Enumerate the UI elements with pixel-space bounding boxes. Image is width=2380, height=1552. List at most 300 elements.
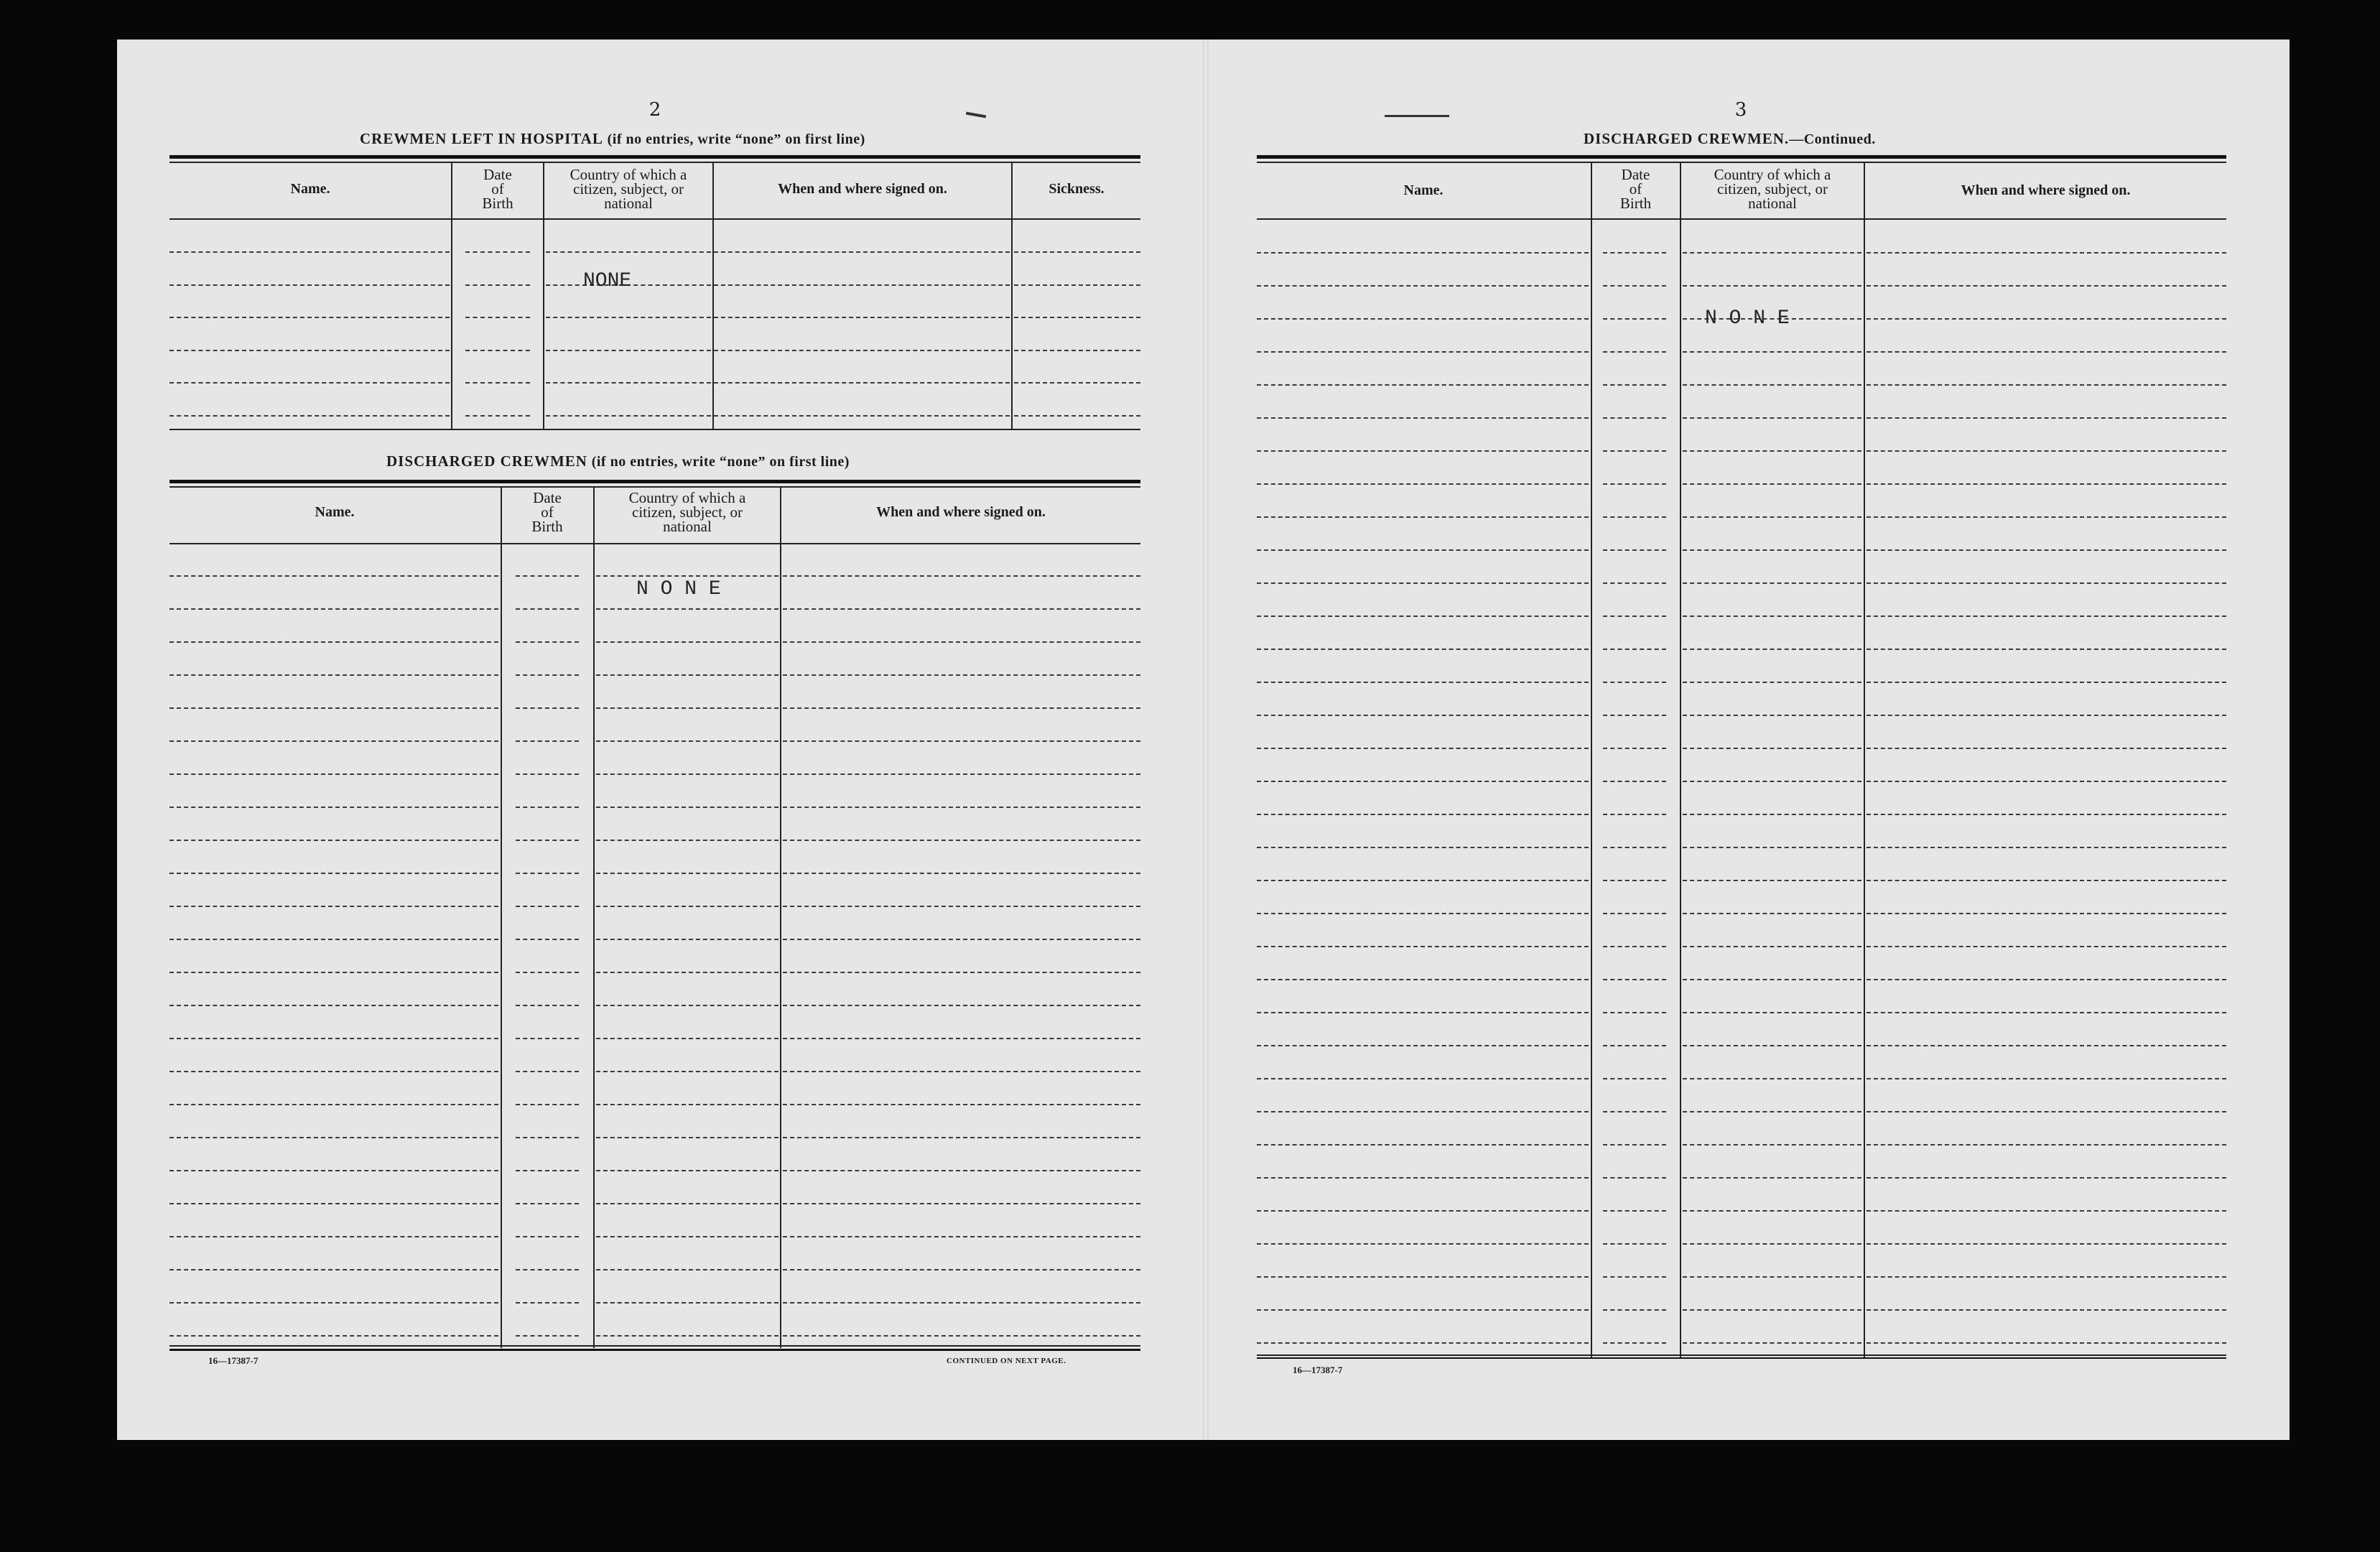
entry-line — [1683, 252, 1861, 254]
entry-line — [1683, 913, 1861, 914]
entry-line — [1257, 1012, 1589, 1013]
entry-line — [169, 873, 498, 874]
entry-line — [1867, 549, 2226, 551]
col-date-of-birth: Date of Birth — [482, 166, 513, 212]
entry-line — [1603, 1045, 1666, 1046]
entry-line — [516, 608, 579, 610]
entry-line — [1867, 1045, 2226, 1046]
entry-line — [1867, 252, 2226, 254]
entry-line — [516, 707, 579, 709]
entry-line — [516, 1203, 579, 1204]
entry-line — [1867, 781, 2226, 782]
entry-line — [516, 1236, 579, 1237]
entry-line — [1603, 1012, 1666, 1013]
entry-line — [169, 284, 450, 286]
entry-line — [1867, 847, 2226, 848]
entry-line — [169, 906, 498, 907]
entry-line — [1257, 682, 1589, 683]
entry-line — [169, 1236, 498, 1237]
entry-line — [516, 1137, 579, 1138]
entry-line — [1683, 1309, 1861, 1311]
entry-line — [783, 873, 1140, 874]
entry-line — [783, 1269, 1140, 1270]
entry-line — [1603, 847, 1666, 848]
col-name: Name. — [290, 181, 330, 197]
entry-line — [1683, 549, 1861, 551]
entry-line — [783, 1038, 1140, 1039]
entry-line — [1683, 1342, 1861, 1344]
discharged-none-entry: N O N E — [636, 578, 721, 600]
entry-line — [169, 575, 498, 577]
right-divider — [1591, 162, 1592, 1357]
entry-line — [714, 317, 1010, 318]
entry-line — [1603, 814, 1666, 815]
entry-line — [783, 1104, 1140, 1105]
entry-line — [1867, 682, 2226, 683]
col-country: Country of which a citizen, subject, or national — [570, 166, 687, 212]
entry-line — [516, 575, 579, 577]
entry-line — [169, 773, 498, 775]
entry-line — [1603, 649, 1666, 650]
entry-line — [1257, 1111, 1589, 1112]
entry-line — [465, 382, 530, 384]
entry-line — [1603, 450, 1666, 452]
entry-line — [1257, 615, 1589, 617]
continued-note: CONTINUED ON NEXT PAGE. — [947, 1357, 1066, 1365]
entry-line — [516, 740, 579, 742]
entry-line — [169, 1005, 498, 1006]
entry-line — [1257, 516, 1589, 518]
entry-line — [1257, 1309, 1589, 1311]
entry-line — [169, 382, 450, 384]
entry-line — [1603, 1309, 1666, 1311]
entry-line — [1603, 979, 1666, 980]
entry-line — [1014, 382, 1140, 384]
entry-line — [516, 1170, 579, 1171]
col-date-of-birth: Date of Birth — [531, 489, 563, 535]
entry-line — [783, 939, 1140, 940]
entry-line — [1257, 715, 1589, 716]
entry-line — [1867, 1342, 2226, 1344]
entry-line — [783, 641, 1140, 643]
entry-line — [169, 350, 450, 351]
entry-line — [1603, 384, 1666, 386]
entry-line — [1867, 1144, 2226, 1146]
entry-line — [1603, 1342, 1666, 1344]
discharged-top-rule — [169, 480, 1140, 483]
entry-line — [1683, 682, 1861, 683]
entry-line — [1683, 814, 1861, 815]
entry-line — [1867, 1177, 2226, 1179]
hospital-divider — [451, 162, 452, 429]
entry-line — [1257, 880, 1589, 881]
discharged-header-rule — [169, 543, 1140, 544]
entry-line — [1867, 285, 2226, 287]
entry-line — [1867, 1012, 2226, 1013]
entry-line — [783, 807, 1140, 808]
hospital-header-rule — [169, 218, 1140, 220]
entry-line — [1867, 615, 2226, 617]
entry-line — [596, 1170, 778, 1171]
discharged-divider — [780, 486, 781, 1348]
entry-line — [1683, 880, 1861, 881]
entry-line — [1683, 615, 1861, 617]
entry-line — [596, 1038, 778, 1039]
entry-line — [1603, 880, 1666, 881]
entry-line — [546, 317, 711, 318]
entry-line — [1014, 350, 1140, 351]
entry-line — [546, 251, 711, 253]
hospital-divider — [712, 162, 714, 429]
entry-line — [516, 1335, 579, 1337]
form-number-right: 16—17387-7 — [1293, 1365, 1343, 1375]
hospital-title-note: (if no entries, write “none” on first line) — [607, 131, 865, 147]
scan-mark — [1385, 115, 1449, 117]
hospital-divider — [543, 162, 544, 429]
entry-line — [1257, 285, 1589, 287]
entry-line — [1603, 252, 1666, 254]
right-header-rule — [1257, 218, 2226, 220]
entry-line — [169, 840, 498, 841]
entry-line — [783, 906, 1140, 907]
entry-line — [596, 873, 778, 874]
entry-line — [1867, 880, 2226, 881]
form-number-left: 16—17387-7 — [208, 1355, 259, 1366]
entry-line — [1683, 450, 1861, 452]
right-divider — [1864, 162, 1865, 1357]
entry-line — [516, 773, 579, 775]
entry-line — [516, 1269, 579, 1270]
entry-line — [783, 773, 1140, 775]
entry-line — [596, 608, 778, 610]
entry-line — [1603, 1144, 1666, 1146]
entry-line — [465, 284, 530, 286]
right-divider — [1680, 162, 1681, 1357]
entry-line — [1257, 1342, 1589, 1344]
entry-line — [516, 906, 579, 907]
right-title-main: DISCHARGED CREWMEN. — [1584, 130, 1790, 147]
entry-line — [1257, 814, 1589, 815]
entry-line — [1867, 1078, 2226, 1079]
entry-line — [1257, 847, 1589, 848]
entry-line — [169, 740, 498, 742]
col-signed-on: When and where signed on. — [1961, 182, 2131, 198]
entry-line — [1257, 649, 1589, 650]
entry-line — [596, 1104, 778, 1105]
entry-line — [169, 1038, 498, 1039]
entry-line — [169, 972, 498, 973]
entry-line — [596, 1302, 778, 1304]
entry-line — [1867, 1309, 2226, 1311]
entry-line — [465, 317, 530, 318]
entry-line — [1603, 549, 1666, 551]
entry-line — [783, 575, 1140, 577]
right-bottom-rule — [1257, 1354, 2226, 1356]
entry-line — [596, 972, 778, 973]
entry-line — [783, 740, 1140, 742]
entry-line — [169, 707, 498, 709]
entry-line — [169, 251, 450, 253]
entry-line — [1867, 516, 2226, 518]
entry-line — [1257, 781, 1589, 782]
entry-line — [1257, 384, 1589, 386]
entry-line — [1257, 450, 1589, 452]
entry-line — [783, 1203, 1140, 1204]
entry-line — [1683, 1012, 1861, 1013]
entry-line — [1683, 847, 1861, 848]
entry-line — [783, 1170, 1140, 1171]
right-title-note: —Continued. — [1789, 131, 1876, 147]
entry-line — [783, 1071, 1140, 1072]
entry-line — [1683, 516, 1861, 518]
entry-line — [516, 807, 579, 808]
entry-line — [1683, 979, 1861, 980]
entry-line — [1867, 748, 2226, 749]
entry-line — [1603, 1243, 1666, 1245]
right-top-rule-thin — [1257, 162, 2226, 163]
entry-line — [516, 1104, 579, 1105]
entry-line — [1683, 285, 1861, 287]
entry-line — [1683, 1210, 1861, 1212]
entry-line — [1014, 317, 1140, 318]
entry-line — [1683, 1243, 1861, 1245]
discharged-divider — [593, 486, 595, 1348]
entry-line — [1257, 946, 1589, 947]
entry-line — [1867, 417, 2226, 419]
entry-line — [1257, 1045, 1589, 1046]
entry-line — [1603, 615, 1666, 617]
entry-line — [1683, 748, 1861, 749]
entry-line — [169, 1269, 498, 1270]
entry-line — [546, 382, 711, 384]
entry-line — [169, 608, 498, 610]
entry-line — [596, 906, 778, 907]
entry-line — [516, 1038, 579, 1039]
entry-line — [1603, 582, 1666, 584]
entry-line — [714, 251, 1010, 253]
entry-line — [1867, 483, 2226, 485]
entry-line — [1603, 715, 1666, 716]
entry-line — [1257, 748, 1589, 749]
discharged-bottom-rule — [169, 1345, 1140, 1347]
entry-line — [169, 674, 498, 676]
entry-line — [1603, 1210, 1666, 1212]
entry-line — [169, 939, 498, 940]
entry-line — [596, 1236, 778, 1237]
entry-line — [169, 807, 498, 808]
entry-line — [783, 674, 1140, 676]
entry-line — [1683, 417, 1861, 419]
entry-line — [1867, 450, 2226, 452]
hospital-section-title — [360, 130, 865, 148]
entry-line — [596, 707, 778, 709]
entry-line — [465, 415, 530, 417]
entry-line — [169, 1137, 498, 1138]
entry-line — [596, 575, 778, 577]
entry-line — [1603, 285, 1666, 287]
entry-line — [596, 807, 778, 808]
right-bottom-rule-thick — [1257, 1357, 2226, 1359]
entry-line — [1257, 1276, 1589, 1278]
entry-line — [1683, 1078, 1861, 1079]
entry-line — [465, 251, 530, 253]
entry-line — [596, 1137, 778, 1138]
entry-line — [516, 939, 579, 940]
entry-line — [1683, 649, 1861, 650]
col-date-of-birth: Date of Birth — [1619, 166, 1652, 212]
entry-line — [1603, 781, 1666, 782]
entry-line — [1603, 946, 1666, 947]
entry-line — [516, 641, 579, 643]
entry-line — [596, 674, 778, 676]
entry-line — [1257, 318, 1589, 320]
entry-line — [783, 1335, 1140, 1337]
discharged-title-main: DISCHARGED CREWMEN — [386, 452, 587, 470]
entry-line — [1014, 415, 1140, 417]
entry-line — [596, 1269, 778, 1270]
entry-line — [1257, 979, 1589, 980]
entry-line — [1603, 748, 1666, 749]
page-fold — [1203, 40, 1209, 1440]
entry-line — [1867, 1243, 2226, 1245]
entry-line — [1603, 1276, 1666, 1278]
entry-line — [1257, 1177, 1589, 1179]
col-country: Country of which a citizen, subject, or national — [628, 489, 746, 535]
entry-line — [169, 1071, 498, 1072]
right-section-title — [1584, 130, 1876, 148]
col-sickness: Sickness. — [1049, 181, 1105, 197]
col-name: Name. — [1403, 182, 1444, 198]
entry-line — [516, 972, 579, 973]
hospital-bottom-rule — [169, 429, 1140, 430]
entry-line — [1867, 1276, 2226, 1278]
entry-line — [1603, 1078, 1666, 1079]
entry-line — [596, 939, 778, 940]
entry-line — [1683, 483, 1861, 485]
entry-line — [1867, 715, 2226, 716]
page-number-right: 3 — [1734, 99, 1747, 121]
entry-line — [1683, 1276, 1861, 1278]
entry-line — [1257, 582, 1589, 584]
entry-line — [1603, 1111, 1666, 1112]
entry-line — [783, 1236, 1140, 1237]
entry-line — [1257, 1210, 1589, 1212]
entry-line — [1683, 1144, 1861, 1146]
page-number-left: 2 — [649, 99, 661, 121]
entry-line — [596, 641, 778, 643]
entry-line — [1257, 417, 1589, 419]
entry-line — [169, 1335, 498, 1337]
entry-line — [1867, 1111, 2226, 1112]
entry-line — [1014, 284, 1140, 286]
right-top-rule — [1257, 155, 2226, 159]
hospital-top-rule — [169, 155, 1140, 159]
entry-line — [1867, 351, 2226, 353]
entry-line — [516, 1302, 579, 1304]
hospital-top-rule-thin — [169, 162, 1140, 163]
entry-line — [1683, 351, 1861, 353]
entry-line — [1867, 582, 2226, 584]
col-signed-on: When and where signed on. — [778, 181, 947, 197]
discharged-section-title — [386, 452, 850, 470]
entry-line — [169, 641, 498, 643]
entry-line — [516, 1071, 579, 1072]
entry-line — [1257, 549, 1589, 551]
entry-line — [465, 350, 530, 351]
entry-line — [714, 382, 1010, 384]
entry-line — [546, 415, 711, 417]
entry-line — [783, 840, 1140, 841]
entry-line — [169, 1203, 498, 1204]
col-name: Name. — [315, 504, 355, 520]
col-signed-on: When and where signed on. — [876, 504, 1046, 520]
entry-line — [516, 674, 579, 676]
entry-line — [169, 1170, 498, 1171]
entry-line — [1257, 1078, 1589, 1079]
entry-line — [783, 1005, 1140, 1006]
entry-line — [516, 840, 579, 841]
entry-line — [1683, 1045, 1861, 1046]
col-country: Country of which a citizen, subject, or national — [1714, 166, 1831, 212]
entry-line — [1257, 1144, 1589, 1146]
entry-line — [1603, 913, 1666, 914]
entry-line — [1257, 252, 1589, 254]
entry-line — [783, 1302, 1140, 1304]
entry-line — [1683, 1111, 1861, 1112]
entry-line — [1603, 1177, 1666, 1179]
entry-line — [1683, 715, 1861, 716]
entry-line — [169, 1104, 498, 1105]
entry-line — [1867, 946, 2226, 947]
entry-line — [1867, 318, 2226, 320]
entry-line — [596, 840, 778, 841]
entry-line — [546, 350, 711, 351]
entry-line — [169, 1302, 498, 1304]
entry-line — [1603, 351, 1666, 353]
entry-line — [1683, 946, 1861, 947]
discharged-bottom-rule-thick — [169, 1349, 1140, 1351]
entry-line — [596, 1071, 778, 1072]
hospital-title-main: CREWMEN LEFT IN HOSPITAL — [360, 130, 603, 147]
entry-line — [714, 350, 1010, 351]
entry-line — [783, 608, 1140, 610]
entry-line — [516, 873, 579, 874]
entry-line — [516, 1005, 579, 1006]
entry-line — [1867, 1210, 2226, 1212]
hospital-divider — [1011, 162, 1013, 429]
discharged-divider — [501, 486, 502, 1348]
entry-line — [1867, 913, 2226, 914]
entry-line — [1867, 814, 2226, 815]
entry-line — [1603, 682, 1666, 683]
entry-line — [783, 972, 1140, 973]
entry-line — [1603, 417, 1666, 419]
entry-line — [596, 773, 778, 775]
entry-line — [1257, 1243, 1589, 1245]
entry-line — [1683, 781, 1861, 782]
entry-line — [1683, 1177, 1861, 1179]
entry-line — [1683, 384, 1861, 386]
entry-line — [596, 1005, 778, 1006]
right-none-entry: N O N E — [1705, 307, 1790, 330]
entry-line — [596, 1335, 778, 1337]
entry-line — [1683, 582, 1861, 584]
entry-line — [1257, 913, 1589, 914]
discharged-top-rule-thin — [169, 486, 1140, 488]
entry-line — [596, 740, 778, 742]
entry-line — [1257, 483, 1589, 485]
discharged-title-note: (if no entries, write “none” on first line) — [591, 454, 850, 470]
